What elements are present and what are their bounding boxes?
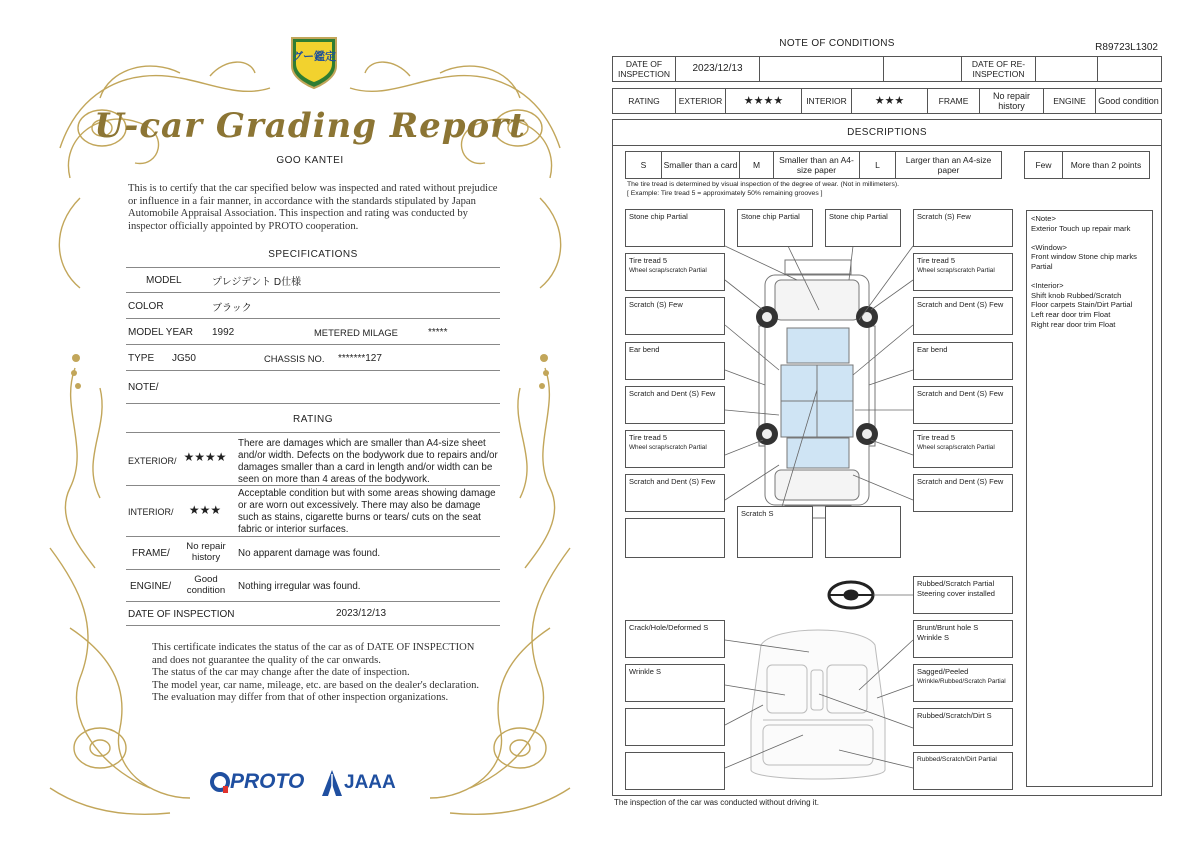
brunt-note-2: Wrinkle S	[917, 633, 949, 642]
proto-mark-icon	[210, 772, 230, 794]
inspection-dates-table	[612, 56, 1162, 82]
interior-note-sagged	[913, 664, 1013, 702]
engine-label: ENGINE/	[130, 581, 172, 592]
empty-cell	[1036, 57, 1098, 81]
type-label: TYPE	[128, 352, 155, 364]
interior-diagram	[751, 630, 885, 779]
empty-cell	[1098, 57, 1161, 81]
exterior-note-left-5: Scratch and Dent (S) Few	[625, 386, 725, 424]
model-year-label: MODEL YEAR	[128, 326, 194, 338]
exterior-note-right-3: Scratch and Dent (S) Few	[913, 297, 1013, 335]
legend-m: M	[740, 152, 774, 178]
re-inspection-label: DATE OF RE-INSPECTION	[962, 57, 1036, 81]
exterior-label: EXTERIOR/	[128, 456, 177, 466]
model-label: MODEL	[146, 274, 182, 286]
certification-statement: This is to certify that the car specified below was inspected and rated without prejudice or influence in a fair manner, in accordance with the standards stipulated by Japan Automobile Appraisal Association. This inspection and rating was conducted by inspector officially appointed by PROTO cooperation.	[128, 183, 498, 232]
date-of-inspection-value: 2023/12/13	[676, 57, 760, 81]
tire-tread-text: Tire tread 5	[629, 256, 668, 265]
additional-notes-column: <Note> Exterior Touch up repair mark <Window> Front window Stone chip marks Partial <Interior> Shift knob Rubbed/Scratch Floor carpets Stain/Dirt Partial Left rear door trim Float Right rear door trim Float	[1026, 210, 1153, 787]
ornamental-border	[40, 28, 580, 828]
proto-logo: PROTO	[230, 770, 305, 793]
rating-heading: RATING	[292, 414, 334, 425]
frame-label: FRAME/	[132, 548, 170, 559]
exterior-stars: ★★★★	[726, 89, 802, 113]
note-of-conditions	[612, 36, 1164, 812]
metered-milage-value: *****	[428, 326, 448, 338]
exterior-note-right-front-tire	[913, 253, 1013, 291]
interior-stars: ★★★	[852, 89, 928, 113]
tire-tread-text: Tire tread 5	[917, 433, 956, 442]
report-subtitle: GOO KANTEI	[276, 155, 344, 166]
spec-row-note	[126, 372, 500, 404]
date-value: 2023/12/13	[336, 608, 387, 619]
exterior-note-left-rear-tire	[625, 430, 725, 468]
tire-note: The tire tread is determined by visual inspection of the degree of wear. (Not in millimeters).	[627, 181, 899, 188]
interior-description: Acceptable condition but with some areas showing damage or are worn out excessively. There may also be damage such as stains, cigarette burns or tears/ cuts on the seat fabric or interior surfaces.	[238, 488, 496, 535]
exterior-note-front-center-right: Stone chip Partial	[825, 209, 901, 247]
notes-title: NOTE OF CONDITIONS	[779, 38, 895, 49]
interior-note-rubbed-dirt: Rubbed/Scratch/Dirt S	[913, 708, 1013, 746]
interior-label: INTERIOR/	[128, 507, 174, 517]
legend-l-desc: Larger than an A4-size paper	[905, 155, 992, 175]
interior-label: INTERIOR	[802, 89, 852, 113]
descriptions-panel	[612, 119, 1162, 796]
rating-label: RATING	[613, 89, 676, 113]
sponsor-logos	[210, 768, 410, 798]
few-legend	[1024, 151, 1150, 179]
rating-row-date	[126, 603, 500, 626]
spec-row-model-year	[126, 320, 500, 345]
date-of-inspection-label: DATE OF INSPECTION	[613, 57, 676, 81]
model-value: プレジデント D仕様	[212, 276, 302, 288]
empty-cell	[760, 57, 884, 81]
size-legend	[625, 151, 1002, 179]
grading-certificate	[40, 28, 580, 828]
legend-l: L	[860, 152, 896, 178]
frame-value: No repair history	[980, 89, 1044, 113]
color-label: COLOR	[128, 300, 164, 312]
exterior-description: There are damages which are smaller than A4-size sheet and/or width. Defects on the bodywork due to repairs and/or damages smaller than a card in length and/or width can be seen on more than 4 areas of the bodywork.	[238, 438, 498, 485]
divider	[126, 432, 500, 433]
interior-note-wrinkle: Wrinkle S	[625, 664, 725, 702]
spec-row-color	[126, 294, 500, 319]
rating-row-engine	[126, 571, 500, 602]
exterior-note-left-front-tire	[625, 253, 725, 291]
spec-row-type	[126, 346, 500, 371]
descriptions-heading: DESCRIPTIONS	[613, 120, 1161, 146]
exterior-label: EXTERIOR	[676, 89, 726, 113]
engine-value: Good condition	[1098, 96, 1159, 106]
interior-note-rubbed-dirt-partial: Rubbed/Scratch/Dirt Partial	[913, 752, 1013, 790]
certificate-disclaimer: This certificate indicates the status of the car as of DATE OF INSPECTION and does not guarantee the quality of the car onwards. The status of the car may change after the date of inspection. The model year, car name, mileage, etc. are based on the dealer's declaration. The evaluation may differ from that of other inspection organizations.	[152, 642, 480, 704]
steering-note-2: Steering cover installed	[917, 589, 995, 598]
specifications-heading: SPECIFICATIONS	[268, 249, 358, 260]
date-label: DATE OF INSPECTION	[128, 609, 235, 620]
engine-label: ENGINE	[1044, 89, 1096, 113]
wheel-scrap-text: Wheel scrap/scratch Partial	[629, 444, 707, 451]
interior-note-steering	[913, 576, 1013, 614]
legend-s: S	[626, 152, 662, 178]
legend-s-desc: Smaller than a card	[662, 152, 740, 178]
report-title: U-car Grading Report	[94, 106, 526, 146]
steering-wheel-icon	[829, 582, 873, 608]
empty-cell	[884, 57, 962, 81]
inspection-footer: The inspection of the car was conducted without driving it.	[614, 798, 819, 807]
jaaa-logo: JAAA	[344, 772, 396, 793]
rating-row-interior	[126, 487, 500, 537]
exterior-note-right-7: Scratch and Dent (S) Few	[913, 474, 1013, 512]
exterior-note-right-rear-tire	[913, 430, 1013, 468]
frame-value: No repair history	[186, 541, 226, 563]
interior-note-empty-1	[625, 708, 725, 746]
tire-icons	[756, 306, 878, 445]
rating-row-frame	[126, 538, 500, 570]
interior-note-brunt	[913, 620, 1013, 658]
interior-note-crack: Crack/Hole/Deformed S	[625, 620, 725, 658]
exterior-note-left-7: Scratch and Dent (S) Few	[625, 474, 725, 512]
legend-few: Few	[1025, 152, 1063, 178]
note-label: NOTE/	[128, 382, 159, 393]
exterior-note-rear-center-left: Scratch S	[737, 506, 813, 558]
exterior-note-front-center-left: Stone chip Partial	[737, 209, 813, 247]
interior-stars: ★★★	[188, 503, 222, 517]
tire-example: [ Example: Tire tread 5 = approximately 50% remaining grooves ]	[627, 190, 823, 197]
chassis-value: *******127	[338, 352, 382, 364]
interior-note-empty-2	[625, 752, 725, 790]
spec-row-model	[126, 268, 500, 293]
exterior-note-right-5: Scratch and Dent (S) Few	[913, 386, 1013, 424]
metered-milage-label: METERED MILAGE	[314, 326, 398, 338]
exterior-note-left-3: Scratch (S) Few	[625, 297, 725, 335]
tire-tread-text: Tire tread 5	[917, 256, 956, 265]
legend-few-desc: More than 2 points	[1070, 160, 1142, 170]
exterior-note-rear-left	[625, 518, 725, 558]
jaaa-mark-icon	[322, 770, 342, 796]
steering-note-1: Rubbed/Scratch Partial	[917, 579, 995, 588]
color-value: ブラック	[212, 302, 252, 314]
brunt-note-1: Brunt/Brunt hole S	[917, 623, 979, 632]
type-value: JG50	[172, 352, 196, 364]
car-top-view	[759, 260, 875, 518]
exterior-note-front-right: Scratch (S) Few	[913, 209, 1013, 247]
frame-description: No apparent damage was found.	[238, 548, 381, 559]
exterior-note-left-4: Ear bend	[625, 342, 725, 380]
sagged-note-2: Wrinkle/Rubbed/Scratch Partial	[917, 678, 1006, 685]
wheel-scrap-text: Wheel scrap/scratch Partial	[917, 267, 995, 274]
goo-kantei-shield-icon	[288, 32, 340, 92]
sagged-note-1: Sagged/Peeled	[917, 667, 969, 676]
exterior-stars: ★★★★	[183, 450, 227, 464]
exterior-note-front-left: Stone chip Partial	[625, 209, 725, 247]
logo-text: グー鑑定	[292, 50, 336, 63]
chassis-label: CHASSIS NO.	[264, 352, 325, 364]
rating-summary-table	[612, 88, 1162, 114]
wheel-scrap-text: Wheel scrap/scratch Partial	[917, 444, 995, 451]
model-year-value: 1992	[212, 326, 235, 338]
exterior-note-right-4: Ear bend	[913, 342, 1013, 380]
tire-tread-text: Tire tread 5	[629, 433, 668, 442]
rating-row-exterior	[126, 436, 500, 486]
engine-description: Nothing irregular was found.	[238, 581, 361, 592]
exterior-note-rear-center-right	[825, 506, 901, 558]
wheel-scrap-text: Wheel scrap/scratch Partial	[629, 267, 707, 274]
reference-number: R89723L1302	[1095, 42, 1158, 53]
frame-label: FRAME	[928, 89, 980, 113]
legend-m-desc: Smaller than an A4-size paper	[774, 152, 860, 178]
engine-value: Good condition	[186, 574, 226, 596]
